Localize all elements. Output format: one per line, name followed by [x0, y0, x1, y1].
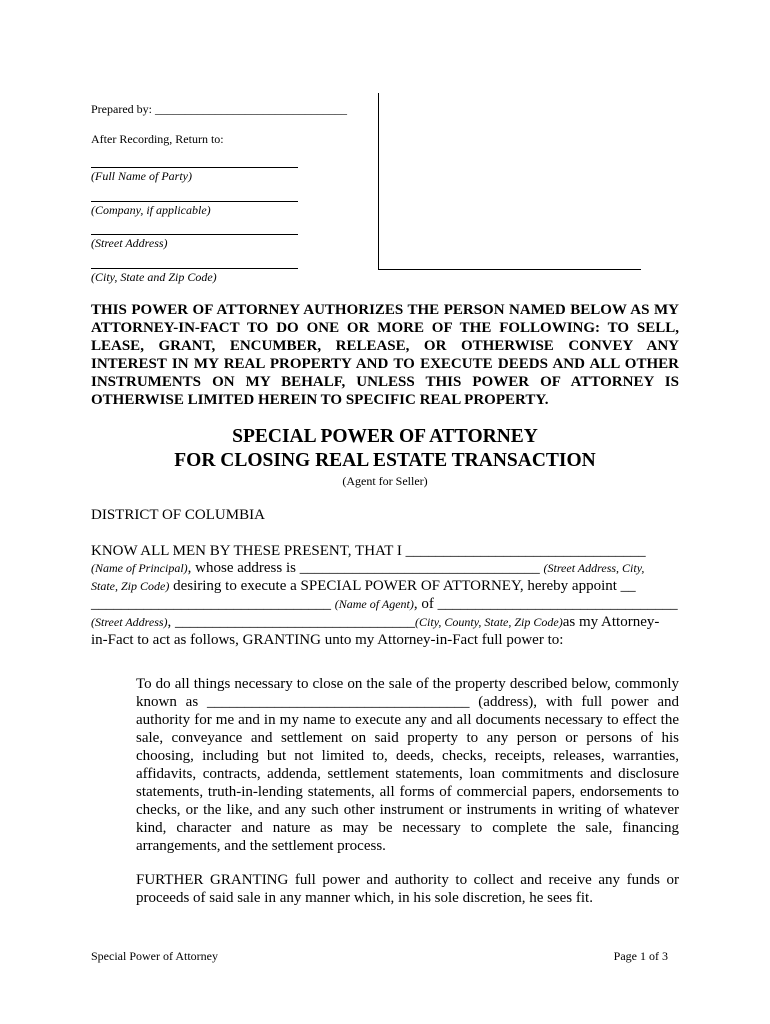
- recording-box-bottom-border: [378, 269, 641, 270]
- paragraph-powers: To do all things necessary to close on the sale of the property described below, commonly known as ___________________________________ (address), with full power and authority for me and in my name to execute any and all documents necessary to effect the sale, conveyance and settlement on said property to any person or persons of his choosing, including but not limited to, deeds, checks, receipts, releases, warranties, affidavits, contracts, addenda, settlement statements, loan commitments and disclosure statements, truth-in-lending statements, all forms of commercial papers, endorsements to checks, or the like, and any such other instrument or instruments in writing of whatever kind, character and nature as may be necessary to complete the sale, financing arrangements, and the settlement process.: [136, 676, 679, 854]
- city-state-zip-label: (City, State and Zip Code): [91, 270, 217, 284]
- footer-title: Special Power of Attorney: [91, 949, 218, 963]
- agent-of-text: , of ________________________________: [413, 596, 678, 612]
- paragraph-further-granting: FURTHER GRANTING full power and authority to collect and receive any funds or proceeds of said sale in any manner which, in his sole discretion, he sees fit.: [136, 872, 679, 906]
- recording-box-left-border: [378, 93, 379, 269]
- after-recording-label: After Recording, Return to:: [91, 132, 224, 146]
- agent-name-label: (Name of Agent): [334, 597, 414, 611]
- warning-notice: THIS POWER OF ATTORNEY AUTHORIZES THE PERSON NAMED BELOW AS MY ATTORNEY-IN-FACT TO DO ONE OR MORE OF THE FOLLOWING: TO SELL, LEASE, GRANT, ENCUMBER, RELEASE, OR OTHERWISE CONVEY ANY INTEREST IN MY REAL PROPERTY AND TO EXECUTE DEEDS AND ALL OTHER INSTRUMENTS ON MY BEHALF, UNLESS THIS POWER OF ATTORNEY IS OTHERWISE LIMITED HEREIN TO SPECIFIC REAL PROPERTY.: [91, 302, 679, 408]
- attorney-text: as my Attorney-: [562, 614, 660, 630]
- desiring-text: desiring to execute a SPECIAL POWER OF ATTORNEY, hereby appoint __: [169, 578, 636, 594]
- know-all-line1: KNOW ALL MEN BY THESE PRESENT, THAT I ________________________________: [91, 543, 646, 559]
- agent-street-label: (Street Address): [91, 615, 168, 629]
- document-title-line2: FOR CLOSING REAL ESTATE TRANSACTION: [174, 450, 596, 471]
- agent-name-blank: ________________________________: [91, 596, 335, 612]
- whose-address-text: , whose address is ________________________________: [187, 560, 544, 576]
- company-line[interactable]: [91, 201, 298, 202]
- street-address-city-label: (Street Address, City,: [543, 561, 645, 575]
- principal-name-label: (Name of Principal): [91, 561, 188, 575]
- agent-city-blank: , ________________________________: [167, 614, 416, 630]
- document-title-line1: SPECIAL POWER OF ATTORNEY: [232, 426, 538, 447]
- full-name-line[interactable]: [91, 167, 298, 168]
- state-zip-label: State, Zip Code): [91, 579, 170, 593]
- document-subtitle: (Agent for Seller): [342, 474, 428, 488]
- full-name-label: (Full Name of Party): [91, 169, 192, 183]
- know-all-line4: [91, 595, 678, 613]
- page-number: Page 1 of 3: [613, 949, 668, 963]
- jurisdiction: DISTRICT OF COLUMBIA: [91, 507, 265, 523]
- know-all-line3: [91, 577, 636, 595]
- know-all-line6: in-Fact to act as follows, GRANTING unto my Attorney-in-Fact full power to:: [91, 632, 564, 648]
- city-state-zip-line[interactable]: [91, 268, 298, 269]
- know-all-line5: [91, 613, 659, 631]
- know-all-line2: [91, 559, 644, 577]
- agent-city-label: (City, County, State, Zip Code): [415, 615, 563, 629]
- company-label: (Company, if applicable): [91, 203, 211, 217]
- street-address-line[interactable]: [91, 234, 298, 235]
- prepared-by: Prepared by: ________________________________: [91, 102, 347, 116]
- street-address-label: (Street Address): [91, 236, 168, 250]
